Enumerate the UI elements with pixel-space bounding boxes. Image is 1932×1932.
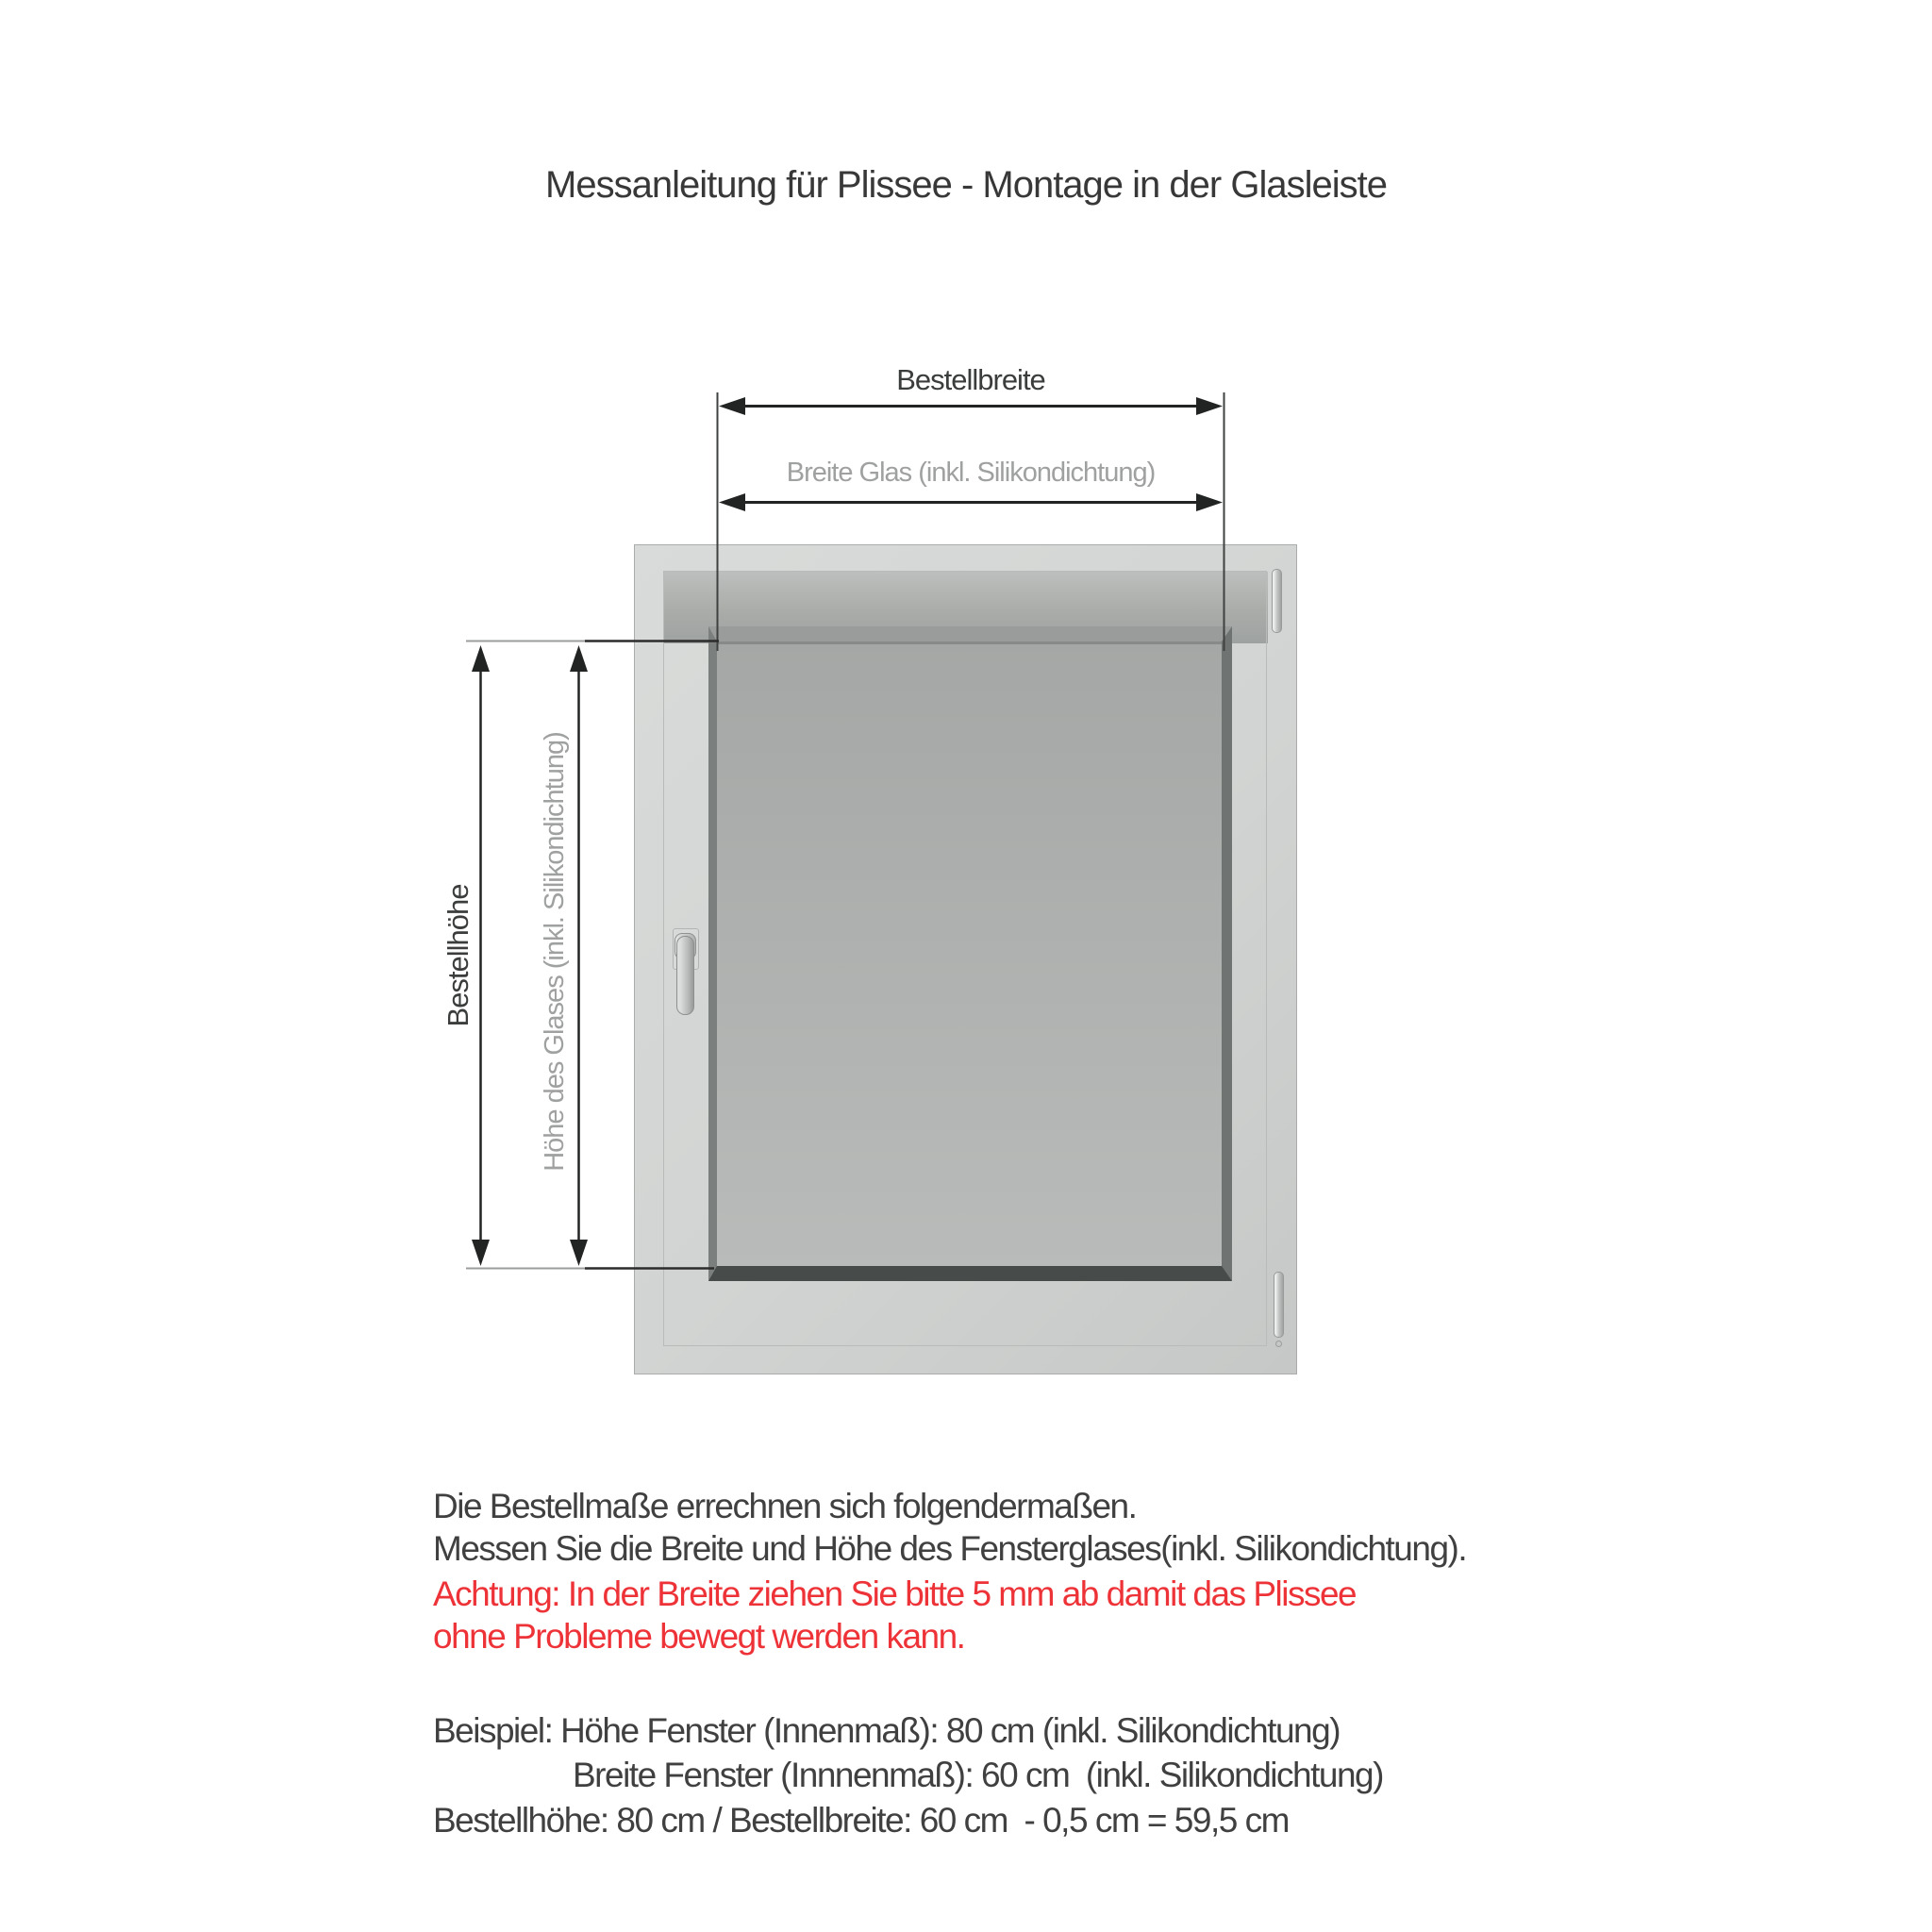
window-hinge-bottom xyxy=(1274,1272,1284,1338)
glass-width-arrow xyxy=(719,493,1223,511)
warning-line-1: Achtung: In der Breite ziehen Sie bitte 5 mm ab damit das Plissee xyxy=(433,1574,1357,1613)
page-title: Messanleitung für Plissee - Montage in der Glasleiste xyxy=(545,164,1387,206)
example-line-2: Breite Fenster (Innnenmaß): 60 cm (inkl. Silikondichtung) xyxy=(573,1756,1383,1794)
window-hinge-top xyxy=(1272,569,1282,633)
glass-bead-line xyxy=(717,641,1222,644)
order-height-label: Bestellhöhe xyxy=(441,884,475,1027)
glass-width-label: Breite Glas (inkl. Silikondichtung) xyxy=(786,458,1156,488)
example-line-1: Beispiel: Höhe Fenster (Innenmaß): 80 cm (inkl. Silikondichtung) xyxy=(433,1711,1341,1750)
window-handle-lever xyxy=(676,936,694,1015)
warning-line-2: ohne Probleme bewegt werden kann. xyxy=(433,1617,965,1656)
glass-height-label: Höhe des Glases (inkl. Silikondichtung) xyxy=(540,732,570,1172)
instruction-line-1: Die Bestellmaße errechnen sich folgendermaßen. xyxy=(433,1487,1137,1525)
window-glass-pane xyxy=(708,626,1232,1281)
window-frame xyxy=(634,544,1297,1374)
window-hinge-pin xyxy=(1275,1341,1282,1347)
example-line-3: Bestellhöhe: 80 cm / Bestellbreite: 60 cm - 0,5 cm = 59,5 cm xyxy=(433,1801,1289,1840)
instruction-line-2: Messen Sie die Breite und Höhe des Fensterglases(inkl. Silikondichtung). xyxy=(433,1529,1467,1568)
order-width-label: Bestellbreite xyxy=(896,363,1045,396)
